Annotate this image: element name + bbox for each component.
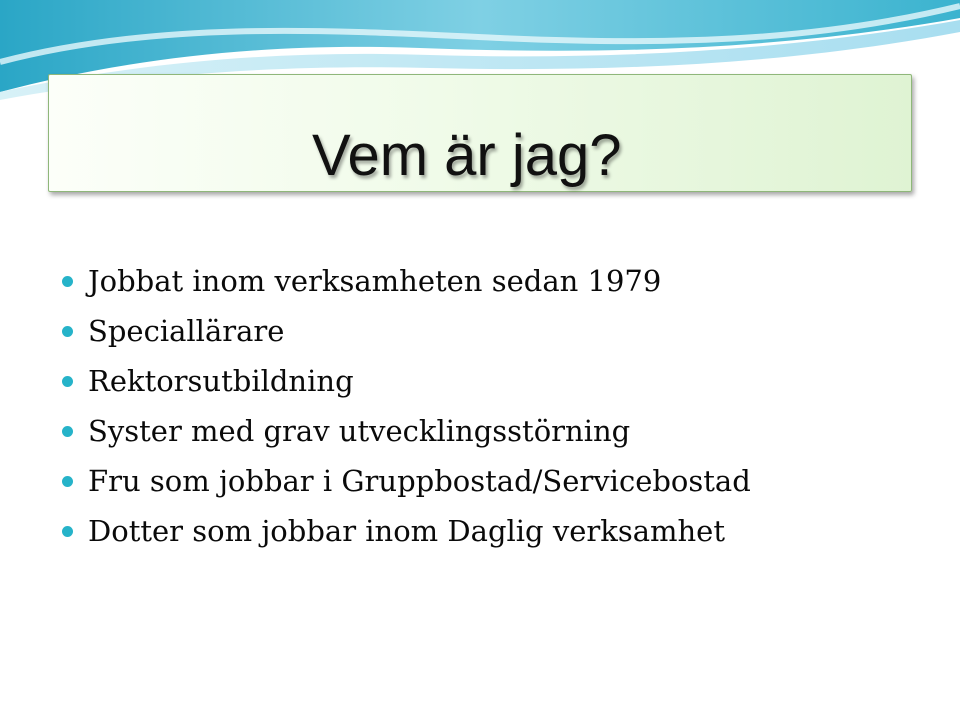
bullet-list — [62, 256, 751, 556]
bullet-dot-icon — [62, 526, 73, 537]
bullet-item — [62, 506, 751, 556]
bullet-dot-icon — [62, 276, 73, 287]
bullet-text: Speciallärare — [88, 314, 285, 348]
bullet-text: Jobbat inom verksamheten sedan 1979 — [88, 264, 662, 298]
slide-title: Vem är jag? — [312, 123, 622, 188]
bullet-dot-icon — [62, 426, 73, 437]
bullet-item — [62, 456, 751, 506]
bullet-item — [62, 356, 751, 406]
bullet-text: Rektorsutbildning — [88, 364, 354, 398]
bullet-dot-icon — [62, 476, 73, 487]
bullet-item — [62, 306, 751, 356]
bullet-text: Dotter som jobbar inom Daglig verksamhet — [88, 514, 725, 548]
bullet-item — [62, 406, 751, 456]
bullet-dot-icon — [62, 376, 73, 387]
bullet-text: Syster med grav utvecklingsstörning — [88, 414, 631, 448]
bullet-item — [62, 256, 751, 306]
bullet-dot-icon — [62, 326, 73, 337]
bullet-text: Fru som jobbar i Gruppbostad/Servicebostad — [88, 464, 751, 498]
